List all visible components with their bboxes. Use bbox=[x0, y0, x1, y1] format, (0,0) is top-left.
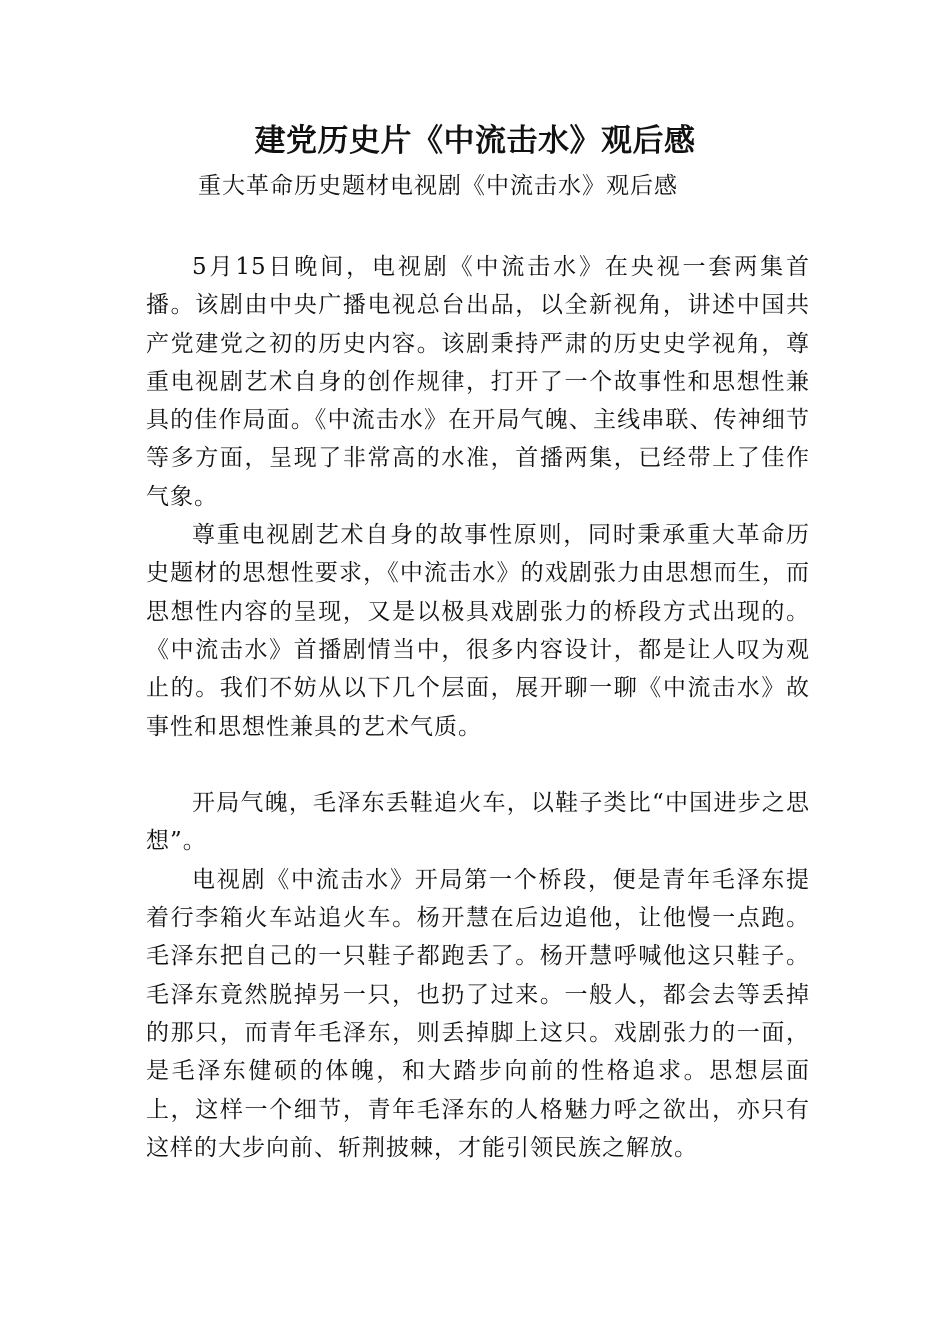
section-heading-paragraph: 开局气魄，毛泽东丢鞋追火车，以鞋子类比“中国进步之思想”。 bbox=[146, 790, 810, 855]
document-body bbox=[146, 248, 810, 1167]
document-subtitle: 重大革命历史题材电视剧《中流击水》观后感 bbox=[198, 173, 678, 199]
body-paragraph-2: 尊重电视剧艺术自身的故事性原则，同时秉承重大革命历史题材的思想性要求，《中流击水》的戏剧张力由思想而生，而思想性内容的呈现，又是以极具戏剧张力的桥段方式出现的。《中流击水》首播剧情当中，很多内容设计，都是让人叹为观止的。我们不妨从以下几个层面，展开聊一聊《中流击水》故事性和思想性兼具的艺术气质。 bbox=[146, 522, 810, 740]
document-title: 建党历史片《中流击水》观后感 bbox=[254, 123, 696, 159]
body-paragraph-1: 5月15日晚间，电视剧《中流击水》在央视一套两集首播。该剧由中央广播电视总台出品，以全新视角，讲述中国共产党建党之初的历史内容。该剧秉持严肃的历史史学视角，尊重电视剧艺术自身的创作规律，打开了一个故事性和思想性兼具的佳作局面。《中流击水》在开局气魄、主线串联、传神细节等多方面，呈现了非常高的水准，首播两集，已经带上了佳作气象。 bbox=[146, 254, 810, 510]
body-paragraph-3: 电视剧《中流击水》开局第一个桥段，便是青年毛泽东提着行李箱火车站追火车。杨开慧在后边追他，让他慢一点跑。毛泽东把自己的一只鞋子都跑丢了。杨开慧呼喊他这只鞋子。毛泽东竟然脱掉另一只，也扔了过来。一般人，都会去等丢掉的那只，而青年毛泽东，则丢掉脚上这只。戏剧张力的一面，是毛泽东健硕的体魄，和大踏步向前的性格追求。思想层面上，这样一个细节，青年毛泽东的人格魅力呼之欲出，亦只有这样的大步向前、斩荆披棘，才能引领民族之解放。 bbox=[146, 866, 810, 1161]
paragraph-spacer bbox=[146, 746, 810, 784]
